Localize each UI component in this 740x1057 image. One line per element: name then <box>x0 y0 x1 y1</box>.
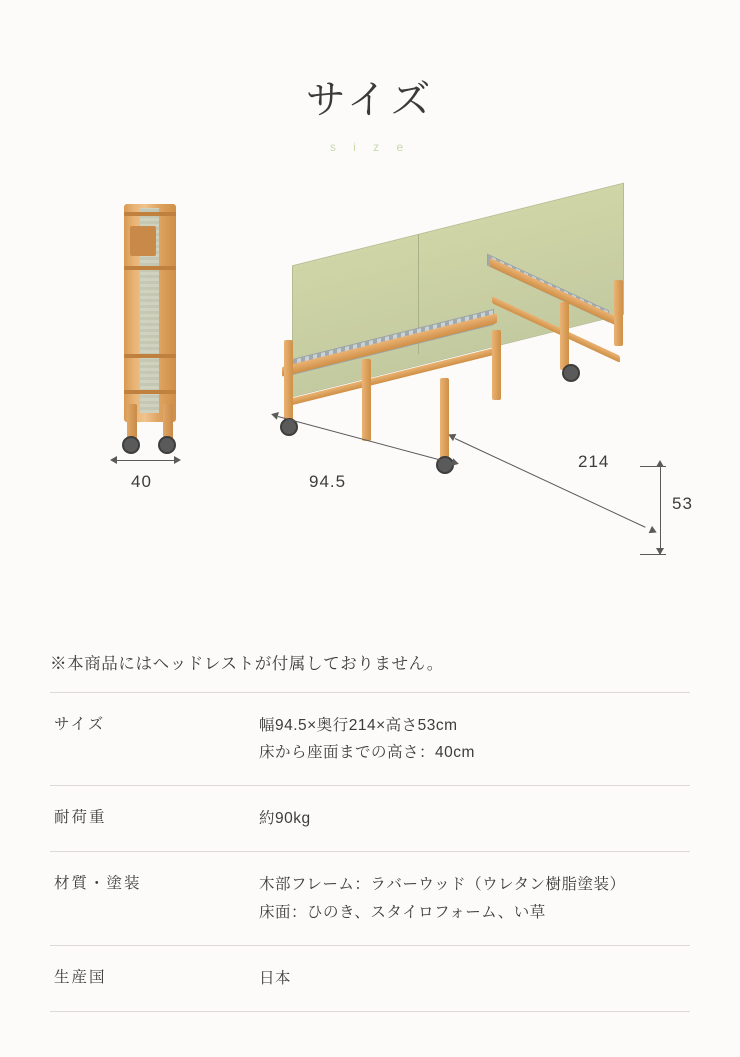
table-row <box>50 693 690 786</box>
bed-leg <box>614 280 623 346</box>
caster-wheel-icon <box>158 436 176 454</box>
bed-leg <box>284 340 293 422</box>
spec-label-material: 材質・塗装 <box>54 875 142 893</box>
bed-leg <box>560 302 569 370</box>
spec-label-load: 耐荷重 <box>54 809 107 827</box>
spec-value-size <box>259 693 690 786</box>
dimension-label-length: 214 <box>578 452 610 471</box>
spec-value-line: 床面：ひのき、スタイロフォーム、い草 <box>259 903 546 921</box>
spec-value-line: 床から座面までの高さ：40cm <box>259 744 475 762</box>
bed-leg <box>362 359 371 441</box>
spec-table <box>50 692 690 1012</box>
product-note: ※本商品にはヘッドレストが付属しておりません。 <box>50 655 444 673</box>
folded-bed-crossbar <box>124 354 176 358</box>
bed-leg <box>492 330 501 400</box>
page-header <box>0 0 740 154</box>
table-row <box>50 945 690 1011</box>
spec-label-country: 生産国 <box>54 968 107 986</box>
page-subtitle: s i z e <box>329 140 411 154</box>
dimension-line-height <box>660 466 661 554</box>
arrow-head-right <box>649 526 659 536</box>
dimension-label-width: 94.5 <box>309 472 347 491</box>
table-row <box>50 852 690 945</box>
caster-wheel-icon <box>122 436 140 454</box>
dimension-line-folded-width <box>114 460 176 461</box>
folded-bed-illustration <box>110 204 190 454</box>
spec-value-country <box>259 945 690 1011</box>
spec-value-line: 幅94.5×奥行214×高さ53cm <box>259 717 458 734</box>
table-row <box>50 786 690 852</box>
dimension-label-height: 53 <box>672 494 693 513</box>
spec-label-size: サイズ <box>54 716 106 733</box>
folded-bed-crossbar <box>124 390 176 394</box>
arrow-head-left <box>110 456 117 464</box>
spec-value-load <box>259 786 690 852</box>
folded-bed-crossbar <box>124 212 176 216</box>
dimension-tick <box>640 466 666 467</box>
folded-bed-hinge-plate <box>130 226 156 256</box>
spec-value-material <box>259 852 690 945</box>
folded-bed-crossbar <box>124 266 176 270</box>
dimension-tick <box>640 554 666 555</box>
spec-value-line: 約90kg <box>259 810 311 828</box>
arrow-head-right <box>174 456 181 464</box>
bed-leg <box>440 378 449 460</box>
size-diagram <box>0 194 740 594</box>
spec-value-line: 日本 <box>259 969 292 987</box>
dimension-label-folded-width: 40 <box>131 472 152 491</box>
caster-wheel-icon <box>562 364 580 382</box>
spec-value-line: 木部フレーム：ラバーウッド（ウレタン樹脂塗装） <box>259 876 626 894</box>
page-title: サイズ <box>305 78 435 122</box>
